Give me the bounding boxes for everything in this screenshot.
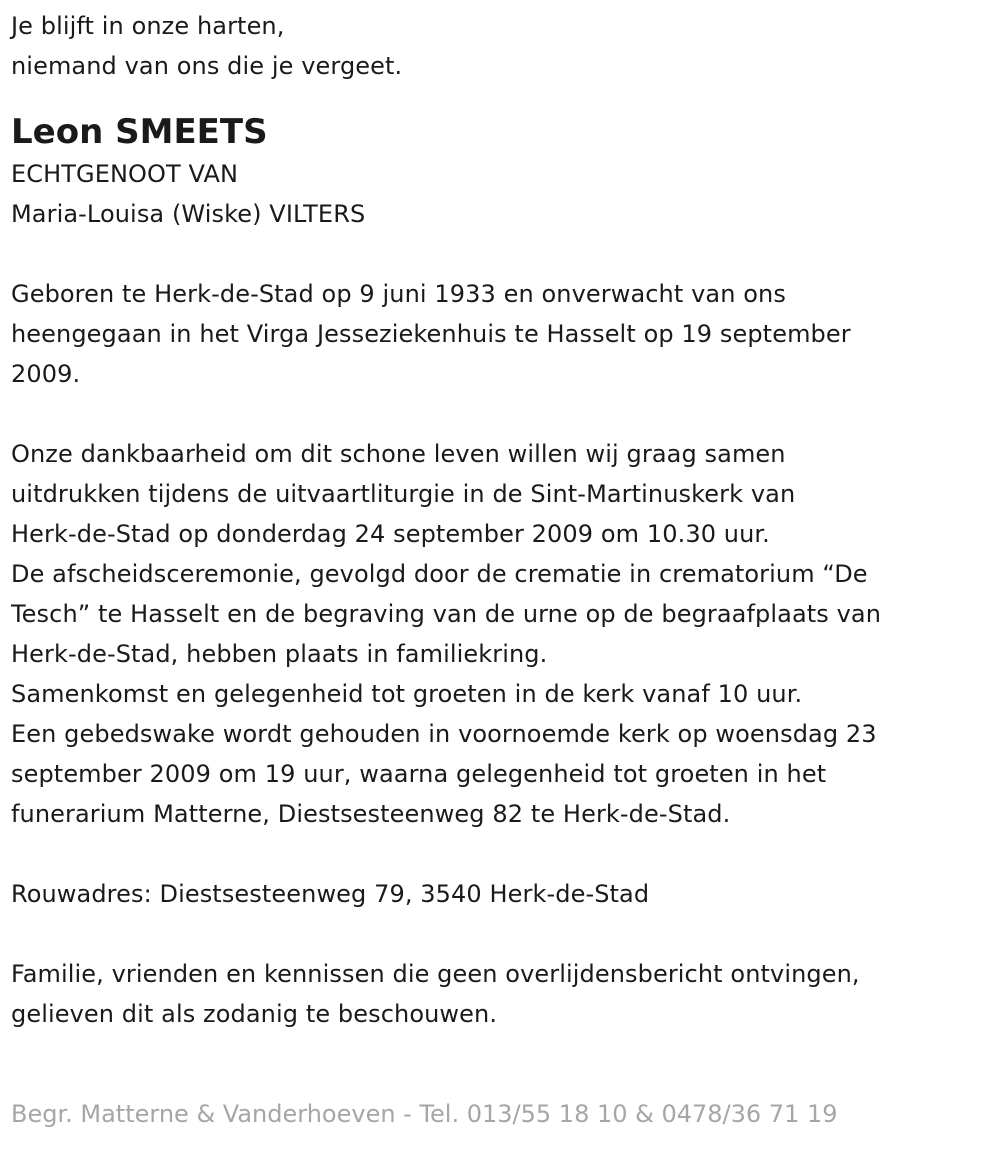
motto-line: niemand van ons die je vergeet. [11, 52, 403, 80]
paragraph-line: Herk-de-Stad op donderdag 24 september 2009 om 10.30 uur. [11, 520, 770, 548]
paragraph-line: De afscheidsceremonie, gevolgd door de crematie in crematorium “De [11, 560, 868, 588]
mourning-address: Rouwadres: Diestsesteenweg 79, 3540 Herk-de-Stad [11, 880, 650, 908]
paragraph-line: Een gebedswake wordt gehouden in voornoemde kerk op woensdag 23 [11, 720, 877, 748]
paragraph-line: Herk-de-Stad, hebben plaats in familiekring. [11, 640, 548, 668]
paragraph-line: gelieven dit als zodanig te beschouwen. [11, 1000, 498, 1028]
paragraph-line: funerarium Matterne, Diestsesteenweg 82 te Herk-de-Stad. [11, 800, 731, 828]
relation-label: ECHTGENOOT VAN [11, 160, 239, 188]
paragraph-line: september 2009 om 19 uur, waarna gelegenheid tot groeten in het [11, 760, 827, 788]
paragraph-line: uitdrukken tijdens de uitvaartliturgie in de Sint-Martinuskerk van [11, 480, 796, 508]
funeral-home-footer: Begr. Matterne & Vanderhoeven - Tel. 013/55 18 10 & 0478/36 71 19 [11, 1100, 838, 1128]
paragraph-line: Familie, vrienden en kennissen die geen overlijdensbericht ontvingen, [11, 960, 860, 988]
paragraph-line: 2009. [11, 360, 81, 388]
motto-line: Je blijft in onze harten, [11, 12, 285, 40]
paragraph-line: Tesch” te Hasselt en de begraving van de urne op de begraafplaats van [11, 600, 882, 628]
deceased-name: Leon SMEETS [11, 112, 268, 152]
motto [11, 6, 981, 86]
paragraph-line: Samenkomst en gelegenheid tot groeten in de kerk vanaf 10 uur. [11, 680, 803, 708]
ceremony-paragraph [11, 434, 981, 834]
notice-paragraph [11, 954, 981, 1034]
birth-death-paragraph [11, 274, 981, 394]
obituary [11, 6, 981, 1034]
paragraph-line: Geboren te Herk-de-Stad op 9 juni 1933 en onverwacht van ons [11, 280, 786, 308]
paragraph-line: heengegaan in het Virga Jesseziekenhuis te Hasselt op 19 september [11, 320, 851, 348]
spouse-name: Maria-Louisa (Wiske) VILTERS [11, 200, 366, 228]
paragraph-line: Onze dankbaarheid om dit schone leven willen wij graag samen [11, 440, 786, 468]
deceased-block [11, 110, 981, 234]
